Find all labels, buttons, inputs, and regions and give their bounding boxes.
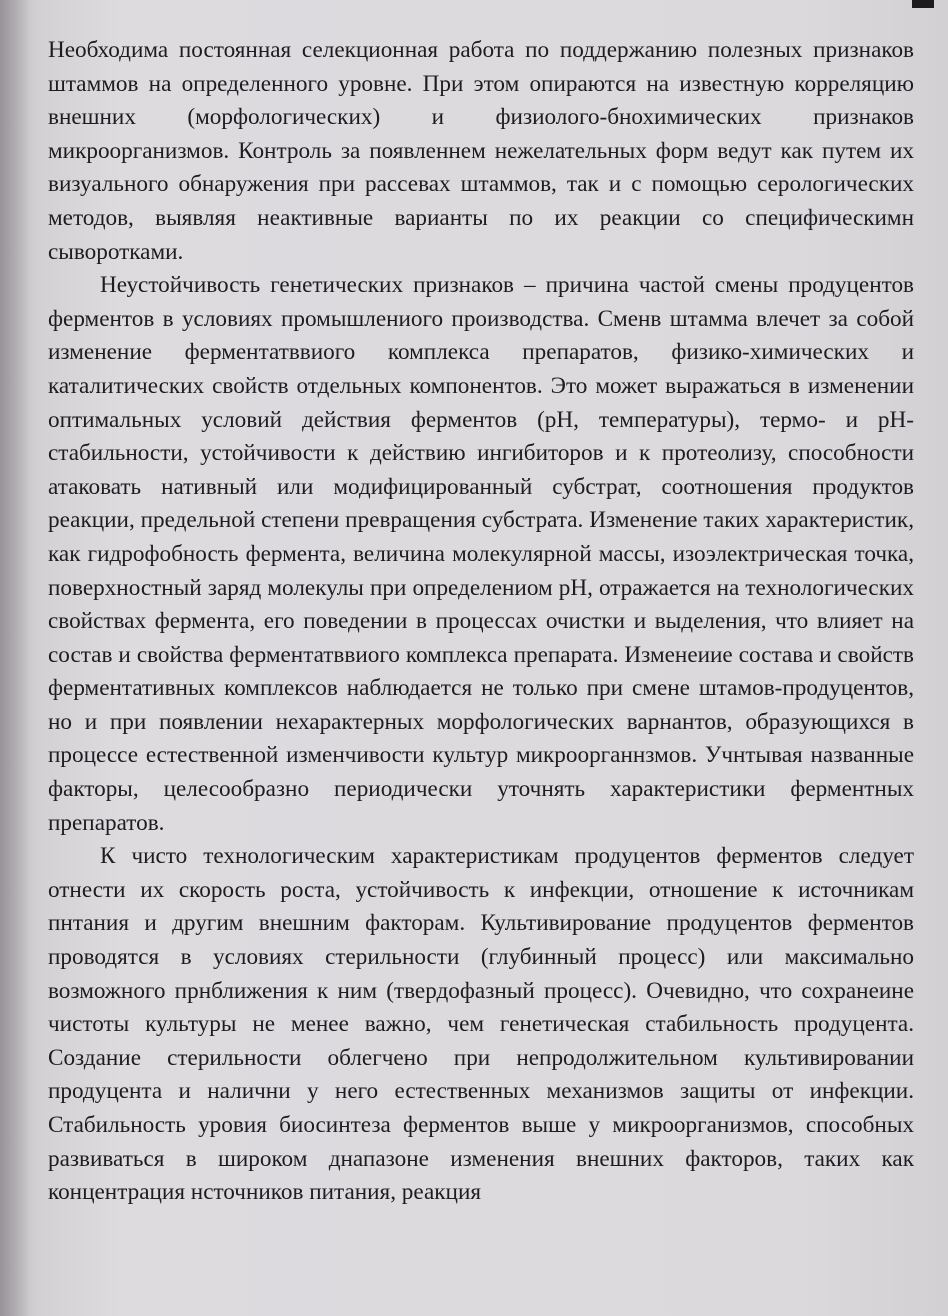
paragraph-technological-characteristics: К чисто технологическим характеристикам продуцентов ферментов следует отнести их скорость роста, устойчивость к инфекции, отношение к источникам пнтания и другим внешним факторам. Культивирование продуцентов ферментов проводятся в условиях стерильности (глубинный процесс) или максимально возможного прнближения к ним (твердофазный процесс). Очевидно, что сохранеине чистоты культуры не менее важно, чем генетическая стабильность продуцента. Создание стерильности облегчено при непродолжительном культивировании продуцента и налични у него естественных механизмов защиты от инфекции. Стабильность уровия биосинтеза ферментов выше у микроорганизмов, способных развиваться в широком днапазоне изменения внешних факторов, таких как концентрация нсточников питания, реакция <box>48 843 914 1206</box>
body-text <box>48 34 914 1210</box>
paragraph-selection-work: Необходима постоянная селекционная работа по поддержанию полезных признаков штаммов на определенного уровне. При этом опираются на известную корреляцию внешних (морфологических) и физиолого-бнохимических признаков микроорганизмов. Контроль за появленнем нежелательных форм ведут как путем их визуального обнаружения при рассевах штаммов, так и с помощью серологических методов, выявляя неактивные варианты по их реакции со специфическимн сыворотками. <box>48 37 914 265</box>
paragraph-genetic-instability: Неустойчивость генетических признаков – причина частой смены продуцентов ферментов в условиях промышлениого производства. Сменв штамма влечет за собой изменение ферментатввиого комплекса препаратов, физико-химических и каталитических свойств отдельных компонентов. Это может выражаться в изменении оптимальных условий действия ферментов (рН, температуры), термо- и рН-стабильности, устойчивости к действию ингибиторов и к протеолизу, способности атаковать нативный или модифицированный субстрат, соотношения продуктов реакции, предельной степени превращения субстрата. Изменение таких характеристик, как гидрофобность фермента, величина молекулярной массы, изоэлектрическая точка, поверхностный заряд молекулы при определениом рН, отражается на технологических свойствах фермента, его поведении в процессах очистки и выделения, что влияет на состав и свойства ферментатввиого комплекса препарата. Изменеиие состава и свойств ферментативных комплексов наблюдается не только при смене штамов-продуцентов, но и при появлении нехарактерных морфологических варнантов, образующихся в процессе естественной изменчивости культур микроорганнзмов. Учнтывая названные факторы, целесообразно периодически уточнять характеристики ферментных препаратов. <box>48 272 914 836</box>
page-corner-mark <box>912 0 934 8</box>
page-fold-shadow <box>0 0 30 1316</box>
